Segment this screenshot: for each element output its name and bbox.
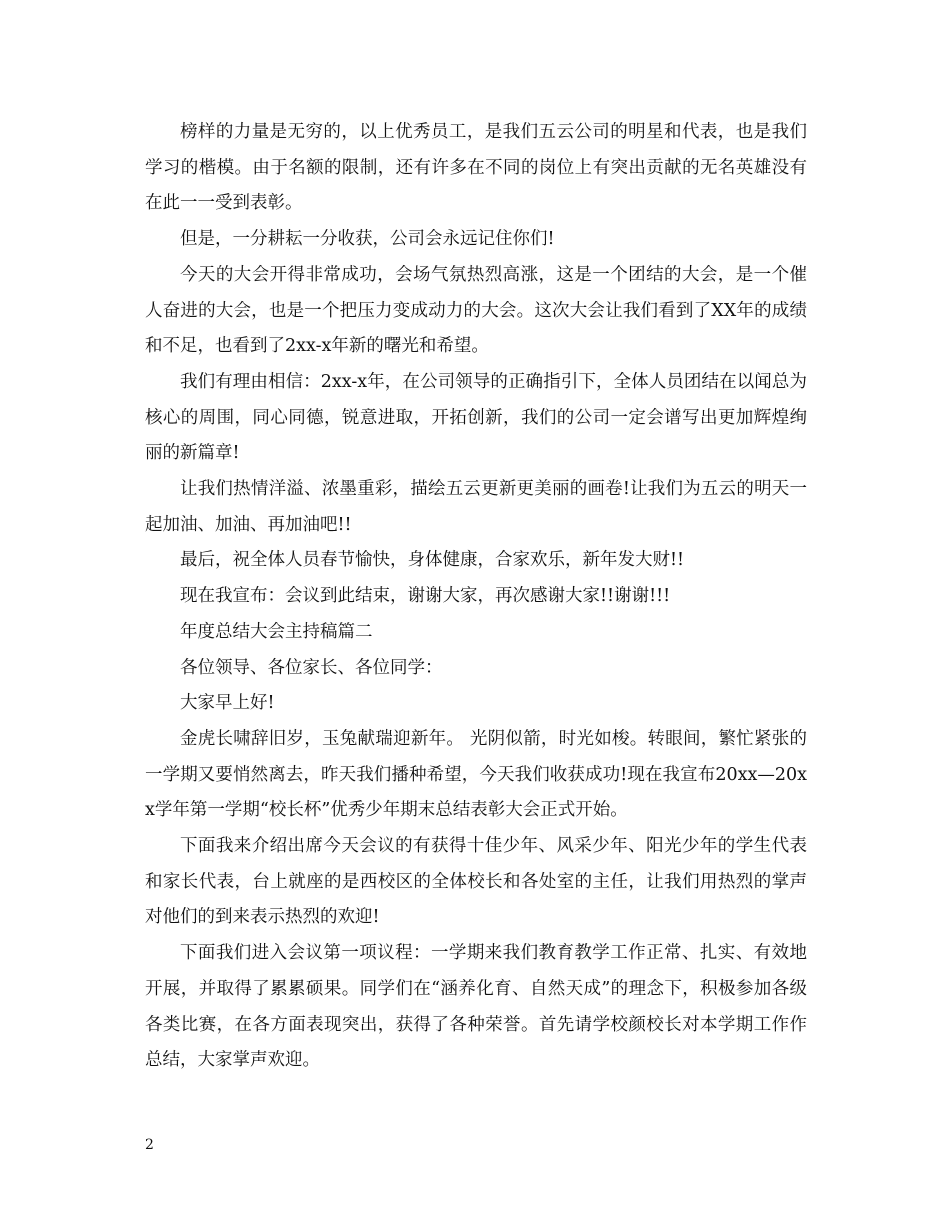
paragraph-5: 让我们热情洋溢、浓墨重彩，描绘五云更新更美丽的画卷!让我们为五云的明天一起加油、加油、再加油吧!! bbox=[145, 479, 807, 535]
paragraph-7: 现在我宣布：会议到此结束，谢谢大家，再次感谢大家!!谢谢!!! bbox=[180, 586, 671, 607]
paragraph-3: 今天的大会开得非常成功，会场气氛热烈高涨，这是一个团结的大会，是一个催人奋进的大会，也是一个把压力变成动力的大会。这次大会让我们看到了XX年的成绩和不足，也看到了2xx-x年新的曙光和希望。 bbox=[145, 264, 807, 357]
paragraph-4: 我们有理由相信：2xx-x年，在公司领导的正确指引下，全体人员团结在以闻总为核心的周围，同心同德，锐意进取，开拓创新，我们的公司一定会谱写出更加辉煌绚丽的新篇章! bbox=[145, 371, 807, 464]
section-heading: 年度总结大会主持稿篇二 bbox=[180, 621, 373, 642]
paragraph-11: 金虎长啸辞旧岁，玉兔献瑞迎新年。 光阴似箭，时光如梭。转眼间，繁忙紧张的一学期又要悄然离去，昨天我们播种希望，今天我们收获成功!现在我宣布20xx—20xx学年第一学期“校长杯”优秀少年期末总结表彰大会正式开始。 bbox=[145, 728, 807, 821]
paragraph-12: 下面我来介绍出席今天会议的有获得十佳少年、风采少年、阳光少年的学生代表和家长代表，台上就座的是西校区的全体校长和各处室的主任，让我们用热烈的掌声对他们的到来表示热烈的欢迎! bbox=[145, 836, 807, 928]
paragraph-6: 最后，祝全体人员春节愉快，身体健康，合家欢乐，新年发大财!! bbox=[180, 550, 685, 571]
paragraph-13: 下面我们进入会议第一项议程：一学期来我们教育教学工作正常、扎实、有效地开展，并取得了累累硕果。同学们在“涵养化育、自然天成”的理念下，积极参加各级各类比赛，在各方面表现突出，获得了各种荣誉。首先请学校颜校长对本学期工作作总结，大家掌声欢迎。 bbox=[145, 943, 807, 1071]
paragraph-2: 但是，一分耕耘一分收获，公司会永远记住你们! bbox=[180, 229, 555, 250]
document-body bbox=[145, 115, 807, 1079]
paragraph-1: 榜样的力量是无穷的，以上优秀员工，是我们五云公司的明星和代表，也是我们学习的楷模。由于名额的限制，还有许多在不同的岗位上有突出贡献的无名英雄没有在此一一受到表彰。 bbox=[145, 122, 807, 214]
salutation: 各位领导、各位家长、各位同学： bbox=[180, 657, 443, 678]
page-number: 2 bbox=[145, 1137, 154, 1153]
greeting: 大家早上好! bbox=[180, 693, 275, 714]
